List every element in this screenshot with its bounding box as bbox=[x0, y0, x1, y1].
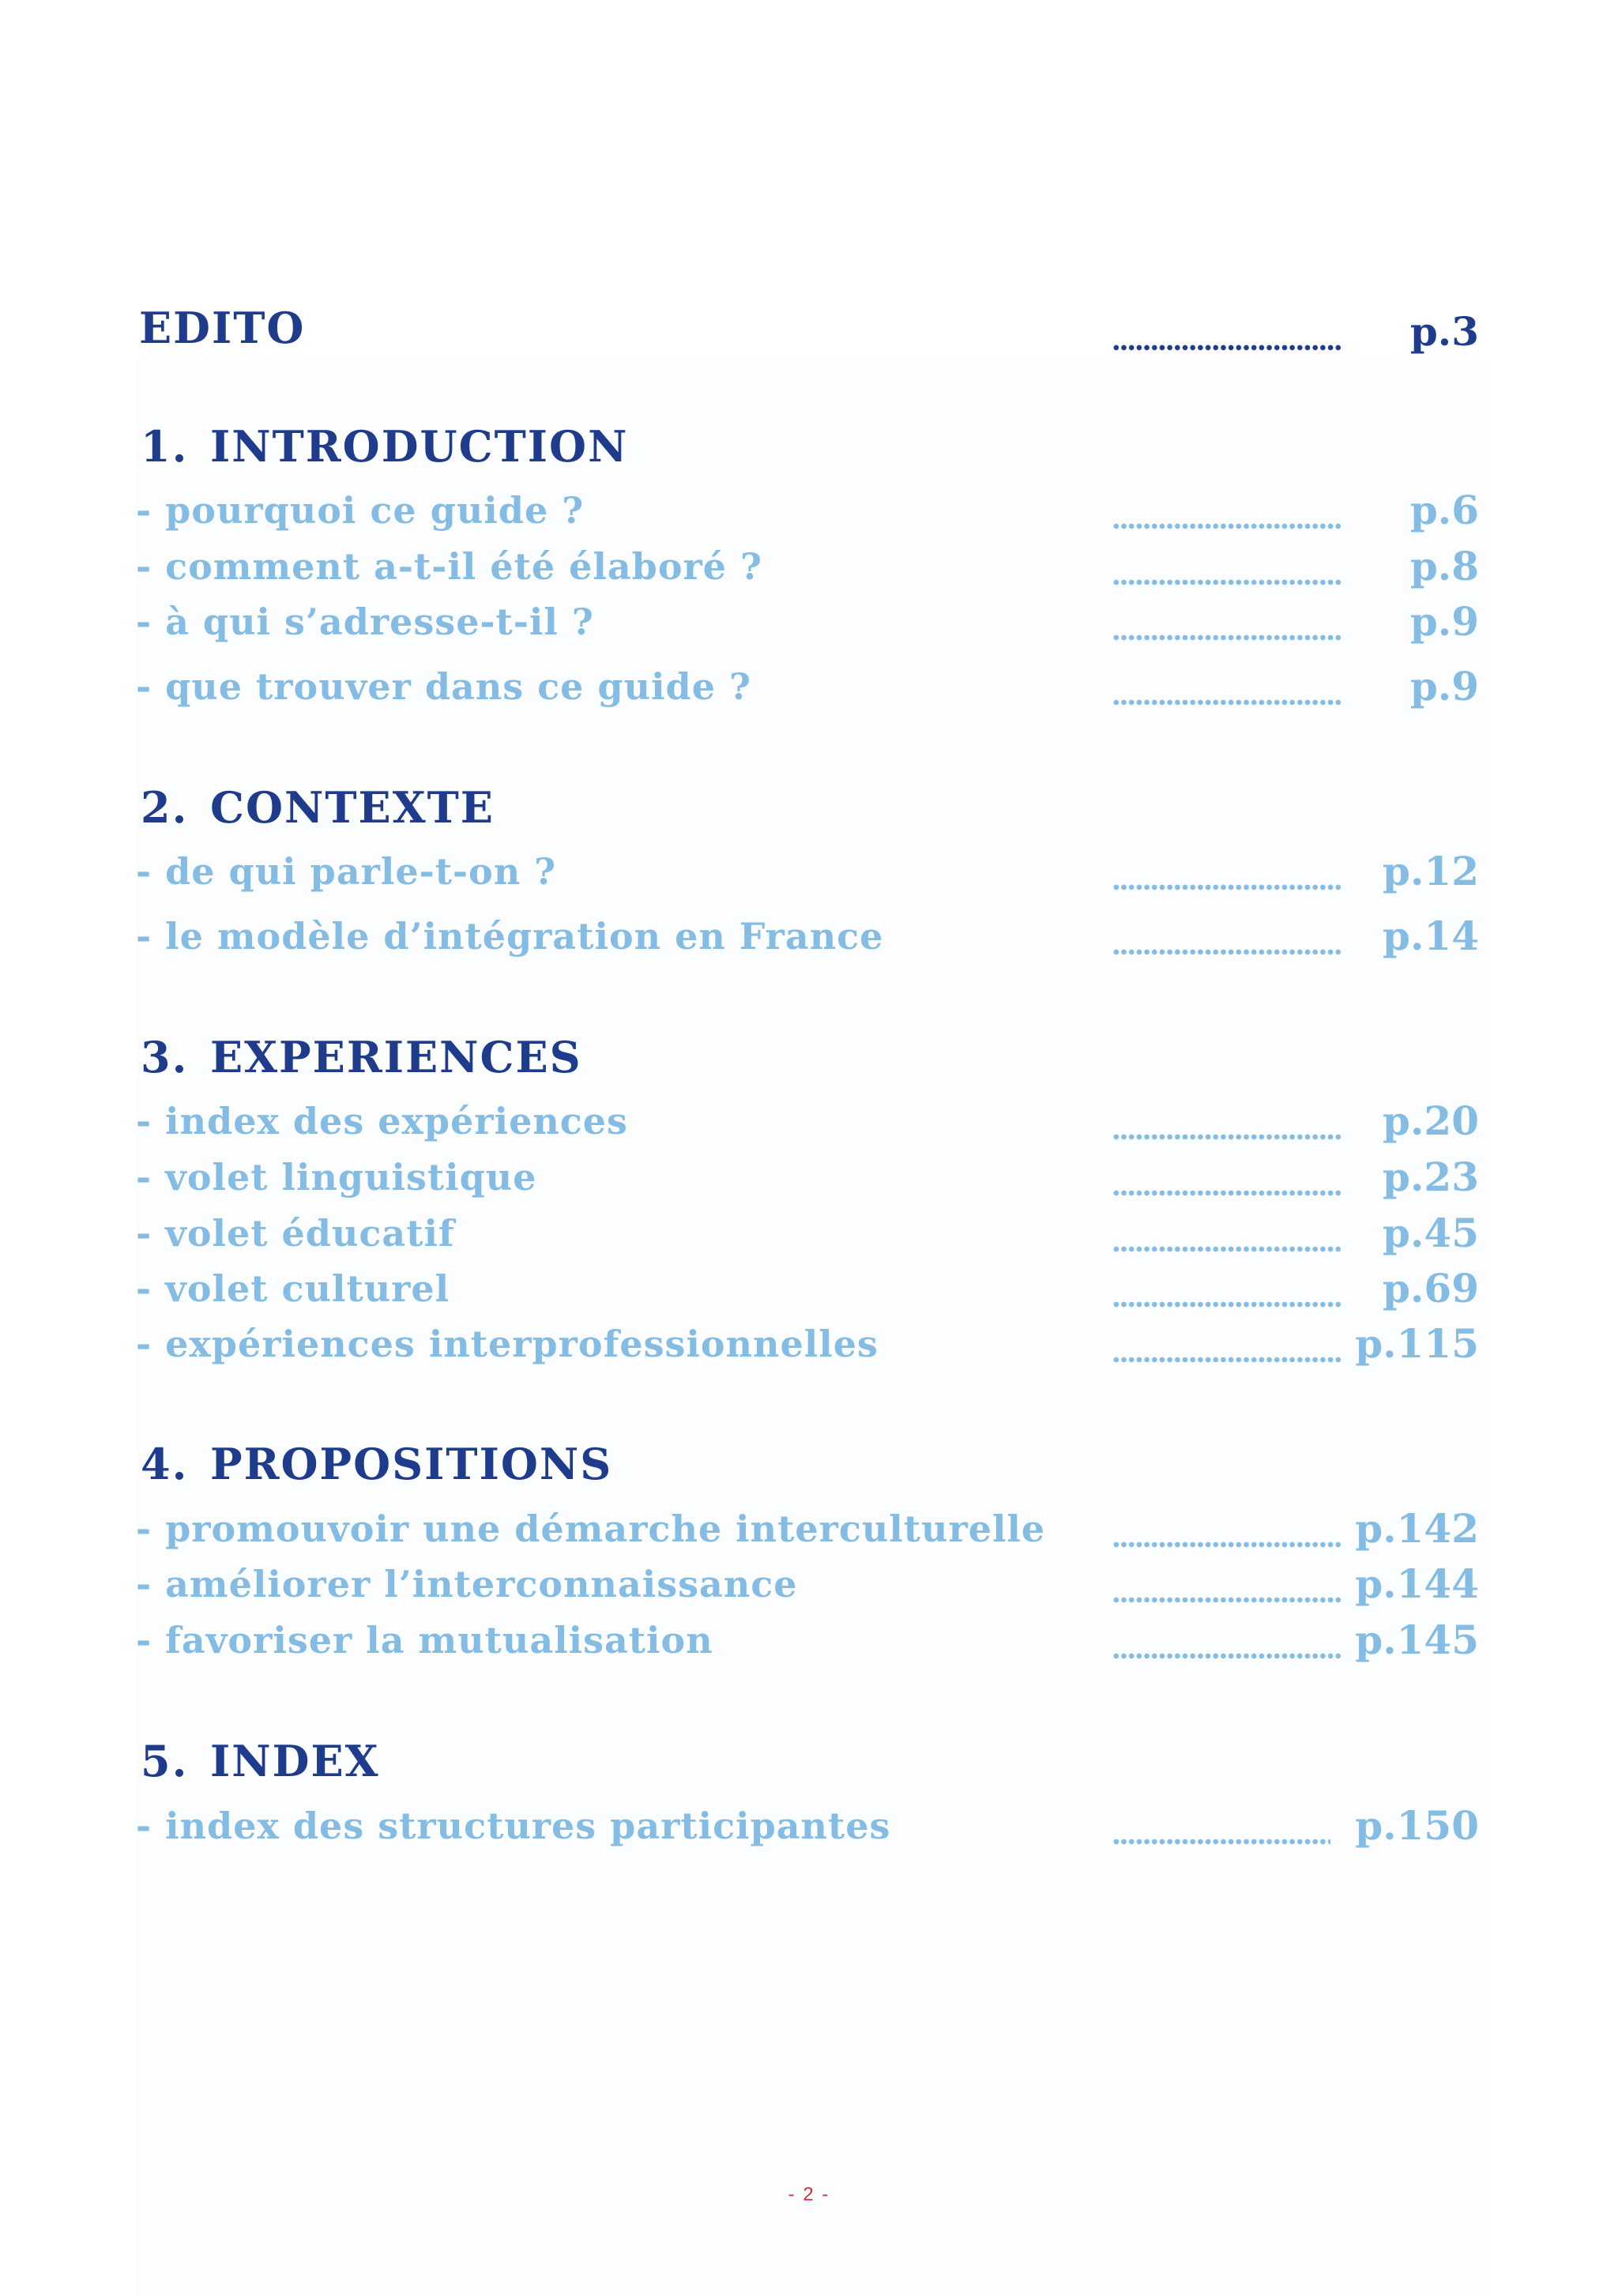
toc-item-label: - pourquoi ce guide ? bbox=[136, 489, 585, 532]
section-title bbox=[141, 1439, 612, 1489]
dot-leader bbox=[1112, 1189, 1341, 1197]
section-title-text: CONTEXTE bbox=[210, 782, 495, 833]
section-title-text: EXPERIENCES bbox=[210, 1032, 582, 1082]
toc-item[interactable] bbox=[0, 1797, 1618, 1852]
toc-item[interactable] bbox=[0, 1259, 1618, 1315]
toc-page-ref: p.14 bbox=[1383, 913, 1479, 959]
toc-item-label: - de qui parle-t-on ? bbox=[136, 850, 557, 893]
toc-section-heading[interactable] bbox=[0, 1032, 1618, 1087]
dot-leader bbox=[1112, 883, 1341, 891]
section-title bbox=[141, 421, 628, 472]
section-number: 4. bbox=[141, 1439, 189, 1489]
toc-section-heading[interactable] bbox=[0, 421, 1618, 476]
toc-item[interactable] bbox=[0, 1315, 1618, 1370]
toc-item[interactable] bbox=[0, 842, 1618, 898]
toc-page-ref: p.115 bbox=[1355, 1320, 1479, 1367]
dot-leader bbox=[1112, 698, 1341, 706]
toc-item-label: - promouvoir une démarche interculturelle bbox=[136, 1507, 1046, 1550]
toc-item-label: - améliorer l’interconnaissance bbox=[136, 1563, 798, 1605]
section-title-text: INDEX bbox=[210, 1736, 380, 1786]
page-number: - 2 - bbox=[788, 2184, 830, 2205]
toc-page-ref: p.12 bbox=[1383, 848, 1479, 894]
toc-section-heading[interactable] bbox=[0, 1439, 1618, 1494]
toc-section-heading[interactable] bbox=[0, 782, 1618, 837]
toc-item-label: - volet culturel bbox=[136, 1267, 450, 1310]
toc-item-label: - volet éducatif bbox=[136, 1212, 455, 1255]
toc-item-label: - expériences interprofessionnelles bbox=[136, 1323, 879, 1365]
section-title bbox=[141, 1032, 582, 1082]
dot-leader bbox=[1112, 522, 1341, 530]
toc-item[interactable] bbox=[0, 1092, 1618, 1147]
toc-page-ref: p.45 bbox=[1383, 1210, 1479, 1256]
toc-page-ref: p.23 bbox=[1383, 1154, 1479, 1200]
toc-item-label: - à qui s’adresse-t-il ? bbox=[136, 600, 594, 643]
section-number: 3. bbox=[141, 1032, 189, 1082]
toc-page-ref: p.8 bbox=[1409, 543, 1479, 589]
toc-page-ref: p.142 bbox=[1355, 1505, 1479, 1552]
section-title-text: PROPOSITIONS bbox=[210, 1439, 613, 1489]
toc-item-label: - index des expériences bbox=[136, 1100, 628, 1142]
toc-item-label: - volet linguistique bbox=[136, 1156, 537, 1199]
dot-leader bbox=[1112, 1652, 1341, 1660]
dot-leader bbox=[1112, 1838, 1330, 1846]
toc-item[interactable] bbox=[0, 1204, 1618, 1259]
toc-item[interactable] bbox=[0, 1555, 1618, 1610]
section-number: 2. bbox=[141, 782, 189, 833]
toc-section-heading[interactable] bbox=[0, 1736, 1618, 1791]
toc-item[interactable] bbox=[0, 1611, 1618, 1666]
toc-item[interactable] bbox=[0, 481, 1618, 536]
toc-item-label: - comment a-t-il été élaboré ? bbox=[136, 545, 762, 588]
dot-leader bbox=[1112, 1133, 1341, 1141]
toc-entry-edito[interactable] bbox=[0, 303, 1618, 358]
toc-item[interactable] bbox=[0, 537, 1618, 593]
section-title bbox=[141, 782, 495, 833]
dot-leader bbox=[1112, 1596, 1341, 1604]
toc-item[interactable] bbox=[0, 907, 1618, 962]
toc-item-label: - le modèle d’intégration en France bbox=[136, 915, 884, 958]
dot-leader bbox=[1112, 344, 1341, 352]
toc-heading-edito: EDITO bbox=[139, 303, 306, 353]
section-title-text: INTRODUCTION bbox=[210, 421, 629, 472]
toc-page-ref: p.150 bbox=[1355, 1802, 1479, 1849]
toc-page-ref: p.144 bbox=[1355, 1560, 1479, 1607]
toc-item-label: - index des structures participantes bbox=[136, 1805, 891, 1847]
dot-leader bbox=[1112, 578, 1341, 586]
toc-item[interactable] bbox=[0, 593, 1618, 648]
dot-leader bbox=[1112, 1356, 1341, 1364]
section-number: 5. bbox=[141, 1736, 189, 1786]
dot-leader bbox=[1112, 634, 1341, 642]
toc-item[interactable] bbox=[0, 1500, 1618, 1555]
toc-page-ref: p.69 bbox=[1383, 1265, 1479, 1312]
toc-item[interactable] bbox=[0, 657, 1618, 713]
toc-item-label: - que trouver dans ce guide ? bbox=[136, 665, 751, 708]
dot-leader bbox=[1112, 1541, 1341, 1549]
toc-item[interactable] bbox=[0, 1148, 1618, 1203]
toc-page-ref: p.145 bbox=[1355, 1617, 1479, 1663]
section-number: 1. bbox=[141, 421, 189, 472]
toc-page-ref: p.3 bbox=[1409, 308, 1479, 355]
section-title bbox=[141, 1736, 380, 1786]
dot-leader bbox=[1112, 948, 1341, 956]
toc-item-label: - favoriser la mutualisation bbox=[136, 1619, 713, 1662]
toc-page-ref: p.9 bbox=[1409, 663, 1479, 710]
toc-page-ref: p.9 bbox=[1409, 598, 1479, 645]
dot-leader bbox=[1112, 1300, 1341, 1308]
dot-leader bbox=[1112, 1245, 1341, 1253]
toc-page-ref: p.20 bbox=[1383, 1097, 1479, 1144]
toc-page-ref: p.6 bbox=[1409, 487, 1479, 533]
